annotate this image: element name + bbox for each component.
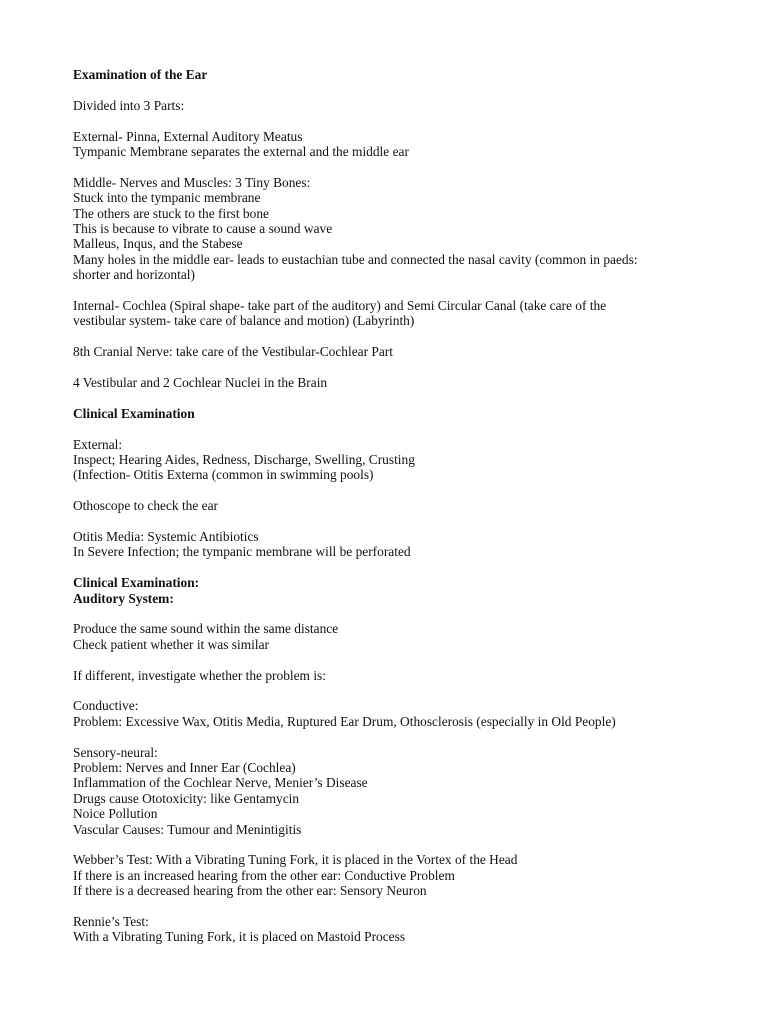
text-line: 8th Cranial Nerve: take care of the Vestibular-Cochlear Part <box>73 344 393 360</box>
text-line: Webber’s Test: With a Vibrating Tuning Fork, it is placed in the Vortex of the Head <box>73 852 518 868</box>
paragraph <box>73 129 713 160</box>
text-line: Conductive: <box>73 698 139 714</box>
heading-line: Clinical Examination: <box>73 575 200 591</box>
text-line: Sensory-neural: <box>73 744 158 760</box>
paragraph <box>73 529 713 560</box>
text-line: Vascular Causes: Tumour and Menintigitis <box>73 821 302 837</box>
text-line: Check patient whether it was similar <box>73 636 269 652</box>
text-line: Rennie’s Test: <box>73 914 149 930</box>
text-line: Internal- Cochlea (Spiral shape- take part of the auditory) and Semi Circular Canal (take care of the <box>73 298 607 314</box>
text-line: Malleus, Inqus, and the Stabese <box>73 236 243 252</box>
heading-line: Auditory System: <box>73 590 174 606</box>
text-line: Drugs cause Ototoxicity: like Gentamycin <box>73 790 300 806</box>
paragraph <box>73 498 713 513</box>
text-line: (Infection- Otitis Externa (common in swimming pools) <box>73 467 374 483</box>
text-line: The others are stuck to the first bone <box>73 205 269 221</box>
paragraph <box>73 298 713 329</box>
text-line: Tympanic Membrane separates the external and the middle ear <box>73 144 409 159</box>
text-line: If there is an increased hearing from the other ear: Conductive Problem <box>73 867 455 883</box>
paragraph <box>73 175 713 283</box>
text-line: Divided into 3 Parts: <box>73 97 185 113</box>
text-line: shorter and horizontal) <box>73 267 195 283</box>
text-line: Produce the same sound within the same distance <box>73 621 339 637</box>
section-heading <box>73 406 713 421</box>
heading-line: Clinical Examination <box>73 405 195 421</box>
text-line: If there is a decreased hearing from the other ear: Sensory Neuron <box>73 883 427 899</box>
text-line: Problem: Nerves and Inner Ear (Cochlea) <box>73 760 296 776</box>
paragraph <box>73 698 713 729</box>
paragraph <box>73 852 713 898</box>
heading-line: Examination of the Ear <box>73 67 208 82</box>
text-line: External: <box>73 436 123 452</box>
text-line: Problem: Excessive Wax, Otitis Media, Ruptured Ear Drum, Othosclerosis (especially in Old People) <box>73 713 616 729</box>
section-heading <box>73 575 713 606</box>
text-line: Inspect; Hearing Aides, Redness, Discharge, Swelling, Crusting <box>73 452 415 468</box>
text-line: Middle- Nerves and Muscles: 3 Tiny Bones: <box>73 174 311 190</box>
text-line: If different, investigate whether the problem is: <box>73 667 326 683</box>
text-line: Inflammation of the Cochlear Nerve, Menier’s Disease <box>73 775 368 791</box>
text-line: Noice Pollution <box>73 806 158 822</box>
paragraph <box>73 745 713 837</box>
text-line: Many holes in the middle ear- leads to eustachian tube and connected the nasal cavity (common in paeds: <box>73 251 638 267</box>
section-heading <box>73 67 713 82</box>
text-line: External- Pinna, External Auditory Meatus <box>73 128 303 144</box>
text-line: 4 Vestibular and 2 Cochlear Nuclei in the Brain <box>73 375 328 391</box>
text-line: This is because to vibrate to cause a sound wave <box>73 221 333 237</box>
paragraph <box>73 437 713 483</box>
text-line: With a Vibrating Tuning Fork, it is placed on Mastoid Process <box>73 929 406 945</box>
paragraph <box>73 621 713 652</box>
paragraph <box>73 98 713 113</box>
document-body <box>73 67 713 960</box>
text-line: vestibular system- take care of balance and motion) (Labyrinth) <box>73 313 415 329</box>
paragraph <box>73 344 713 359</box>
paragraph <box>73 375 713 390</box>
text-line: Stuck into the tympanic membrane <box>73 190 261 206</box>
text-line: Otitis Media: Systemic Antibiotics <box>73 529 259 545</box>
paragraph <box>73 668 713 683</box>
text-line: Othoscope to check the ear <box>73 498 219 514</box>
paragraph <box>73 914 713 945</box>
text-line: In Severe Infection; the tympanic membrane will be perforated <box>73 544 411 560</box>
